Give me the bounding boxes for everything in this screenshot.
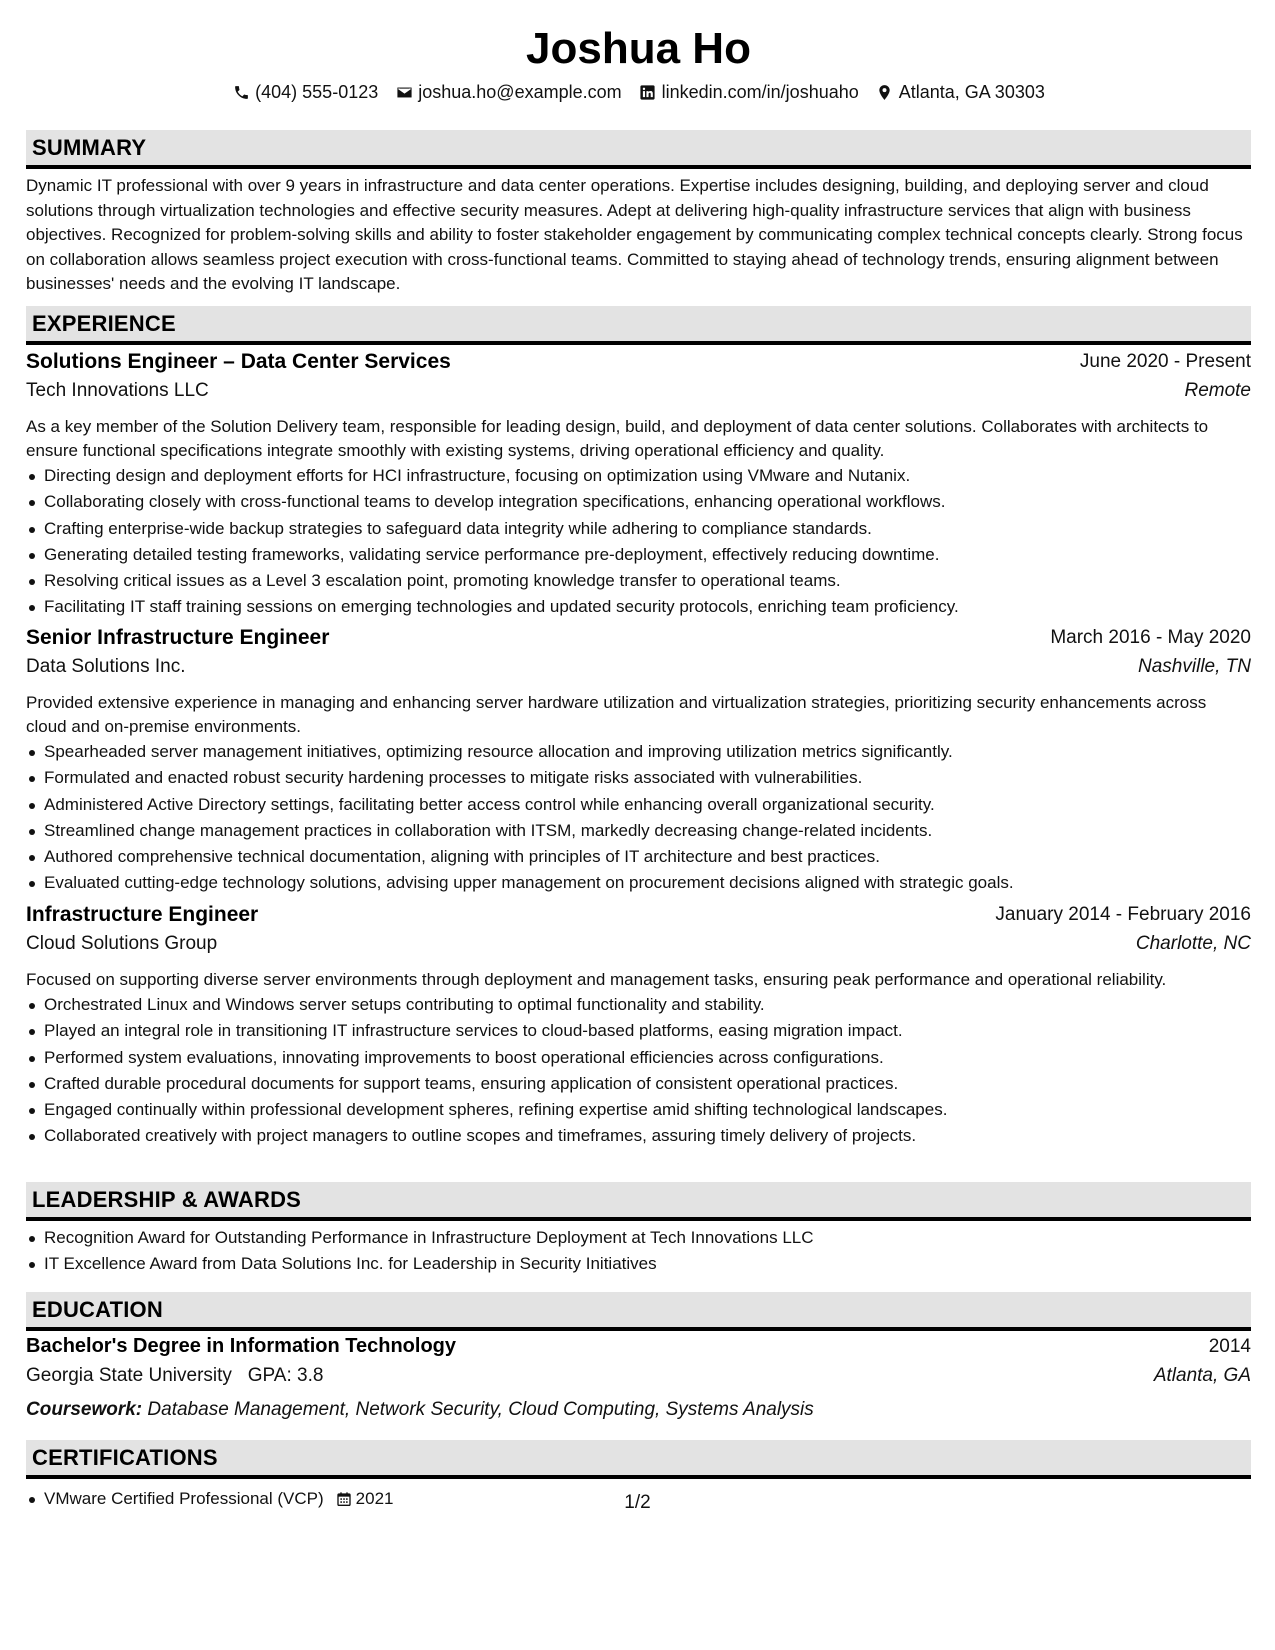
coursework-label: Coursework: <box>26 1399 143 1420</box>
company-name: Cloud Solutions Group <box>26 933 218 954</box>
location-text: Atlanta, GA 30303 <box>898 81 1045 102</box>
list-item: Played an integral role in transitioning IT infrastructure services to cloud-based platforms, easing migration impact. <box>26 1018 1251 1044</box>
list-item: Performed system evaluations, innovating improvements to boost operational efficiencies across configurations. <box>26 1045 1251 1071</box>
school-name: Georgia State University <box>26 1365 232 1386</box>
section-title: SUMMARY <box>32 135 147 160</box>
job-location: Nashville, TN <box>1138 656 1251 677</box>
job-bullets <box>26 463 1251 621</box>
list-item: Crafting enterprise-wide backup strategies to safeguard data integrity while adhering to compliance standards. <box>26 516 1251 542</box>
graduation-year: 2014 <box>1208 1336 1251 1357</box>
education-entry <box>26 1335 1251 1421</box>
summary-text: Dynamic IT professional with over 9 years in infrastructure and data center operations. Expertise includes designing, building, and deploying server and cloud solutions through virtualization technologies and effective security measures. Adept at delivering high-quality infrastructure services that align with business objectives. Recognized for problem-solving skills and ability to foster stakeholder engagement by communicating complex technical concepts clearly. Strong focus on collaboration allows seamless project execution with cross-functional teams. Committed to staying ahead of technology trends, ensuring alignment between businesses' needs and the evolving IT landscape. <box>26 176 1243 293</box>
job-title: Infrastructure Engineer <box>26 903 259 926</box>
list-item: Generating detailed testing frameworks, validating service performance pre-deployment, effectively reducing downtime. <box>26 542 1251 568</box>
list-item: Streamlined change management practices in collaboration with ITSM, markedly decreasing change-related incidents. <box>26 818 1251 844</box>
section-title: EXPERIENCE <box>32 311 176 336</box>
section-title: LEADERSHIP & AWARDS <box>32 1187 302 1212</box>
list-item: Authored comprehensive technical documentation, aligning with principles of IT architecture and best practices. <box>26 844 1251 870</box>
resume-page <box>26 0 1251 1650</box>
list-item: Collaborating closely with cross-functional teams to develop integration specifications, enhancing operational workflows. <box>26 489 1251 515</box>
certifications-header <box>26 1440 1251 1479</box>
linkedin-link[interactable]: linkedin.com/in/joshuaho <box>661 81 859 102</box>
list-item: Resolving critical issues as a Level 3 escalation point, promoting knowledge transfer to operational teams. <box>26 568 1251 594</box>
job-dates: January 2014 - February 2016 <box>995 904 1251 925</box>
list-item: Collaborated creatively with project managers to outline scopes and timeframes, assuring timely delivery of projects. <box>26 1123 1251 1149</box>
phone-text: (404) 555-0123 <box>255 81 379 102</box>
list-item: Recognition Award for Outstanding Performance in Infrastructure Deployment at Tech Innovations LLC <box>26 1225 1251 1251</box>
job-dates: March 2016 - May 2020 <box>1050 627 1251 648</box>
school-location: Atlanta, GA <box>1153 1365 1251 1386</box>
list-item: Formulated and enacted robust security hardening processes to mitigate risks associated with vulnerabilities. <box>26 765 1251 791</box>
list-item: Crafted durable procedural documents for support teams, ensuring application of consistent operational practices. <box>26 1071 1251 1097</box>
contact-linkedin[interactable] <box>639 82 859 103</box>
email-link[interactable]: joshua.ho@example.com <box>418 81 622 102</box>
school-info <box>26 1365 323 1387</box>
summary-header <box>26 130 1251 169</box>
coursework-list: Database Management, Network Security, Cloud Computing, Systems Analysis <box>147 1399 814 1420</box>
awards-header <box>26 1182 1251 1221</box>
linkedin-icon <box>639 83 657 101</box>
job-location: Charlotte, NC <box>1135 933 1251 954</box>
job-description: As a key member of the Solution Delivery team, responsible for leading design, build, and deployment of data center solutions. Collaborates with architects to ensure functional specifications integrate smoothly with existing systems, driving operational efficiency and quality. <box>26 417 1209 460</box>
list-item: IT Excellence Award from Data Solutions Inc. for Leadership in Security Initiatives <box>26 1251 1251 1277</box>
section-title: EDUCATION <box>32 1297 163 1322</box>
job-entry <box>26 626 1251 897</box>
certification-name: VMware Certified Professional (VCP) <box>44 1489 324 1508</box>
contact-location <box>876 82 1045 103</box>
awards-list <box>26 1225 1251 1278</box>
list-item: Administered Active Directory settings, facilitating better access control while enhancing overall organizational security. <box>26 792 1251 818</box>
list-item: Evaluated cutting-edge technology solutions, advising upper management on procurement decisions aligned with strategic goals. <box>26 870 1251 896</box>
job-bullets <box>26 739 1251 897</box>
list-item: Orchestrated Linux and Windows server setups contributing to optimal functionality and stability. <box>26 992 1251 1018</box>
contact-email[interactable] <box>395 82 621 103</box>
contact-bar <box>26 78 1251 106</box>
certification-year: 2021 <box>355 1489 394 1508</box>
list-item: Facilitating IT staff training sessions on emerging technologies and updated security protocols, enriching team proficiency. <box>26 594 1251 620</box>
list-item: Engaged continually within professional development spheres, refining expertise amid shifting technological landscapes. <box>26 1097 1251 1123</box>
job-entry <box>26 903 1251 1150</box>
job-location: Remote <box>1184 380 1251 401</box>
education-header <box>26 1292 1251 1331</box>
job-dates: June 2020 - Present <box>1079 351 1251 372</box>
job-bullets <box>26 992 1251 1150</box>
degree-title: Bachelor's Degree in Information Technology <box>26 1335 457 1357</box>
job-title: Solutions Engineer – Data Center Services <box>26 350 451 373</box>
company-name: Tech Innovations LLC <box>26 380 209 401</box>
map-pin-icon <box>876 83 894 101</box>
envelope-icon <box>395 83 413 101</box>
job-entry <box>26 350 1251 621</box>
coursework <box>26 1399 1251 1421</box>
job-description: Focused on supporting diverse server environments through deployment and management tasks, ensuring peak performance and operational reliability. <box>26 970 1167 989</box>
phone-icon <box>232 83 250 101</box>
experience-header <box>26 306 1251 345</box>
candidate-name: Joshua Ho <box>526 24 751 73</box>
list-item: Directing design and deployment efforts for HCI infrastructure, focusing on optimization using VMware and Nutanix. <box>26 463 1251 489</box>
gpa: GPA: 3.8 <box>247 1365 324 1386</box>
page-number: 1/2 <box>624 1492 651 1513</box>
company-name: Data Solutions Inc. <box>26 656 186 677</box>
list-item: Spearheaded server management initiatives, optimizing resource allocation and improving utilization metrics significantly. <box>26 739 1251 765</box>
job-description: Provided extensive experience in managing and enhancing server hardware utilization and virtualization strategies, prioritizing security enhancements across cloud and on-premise environments. <box>26 693 1207 736</box>
contact-phone <box>232 82 378 103</box>
section-title: CERTIFICATIONS <box>32 1445 218 1470</box>
job-title: Senior Infrastructure Engineer <box>26 626 330 649</box>
